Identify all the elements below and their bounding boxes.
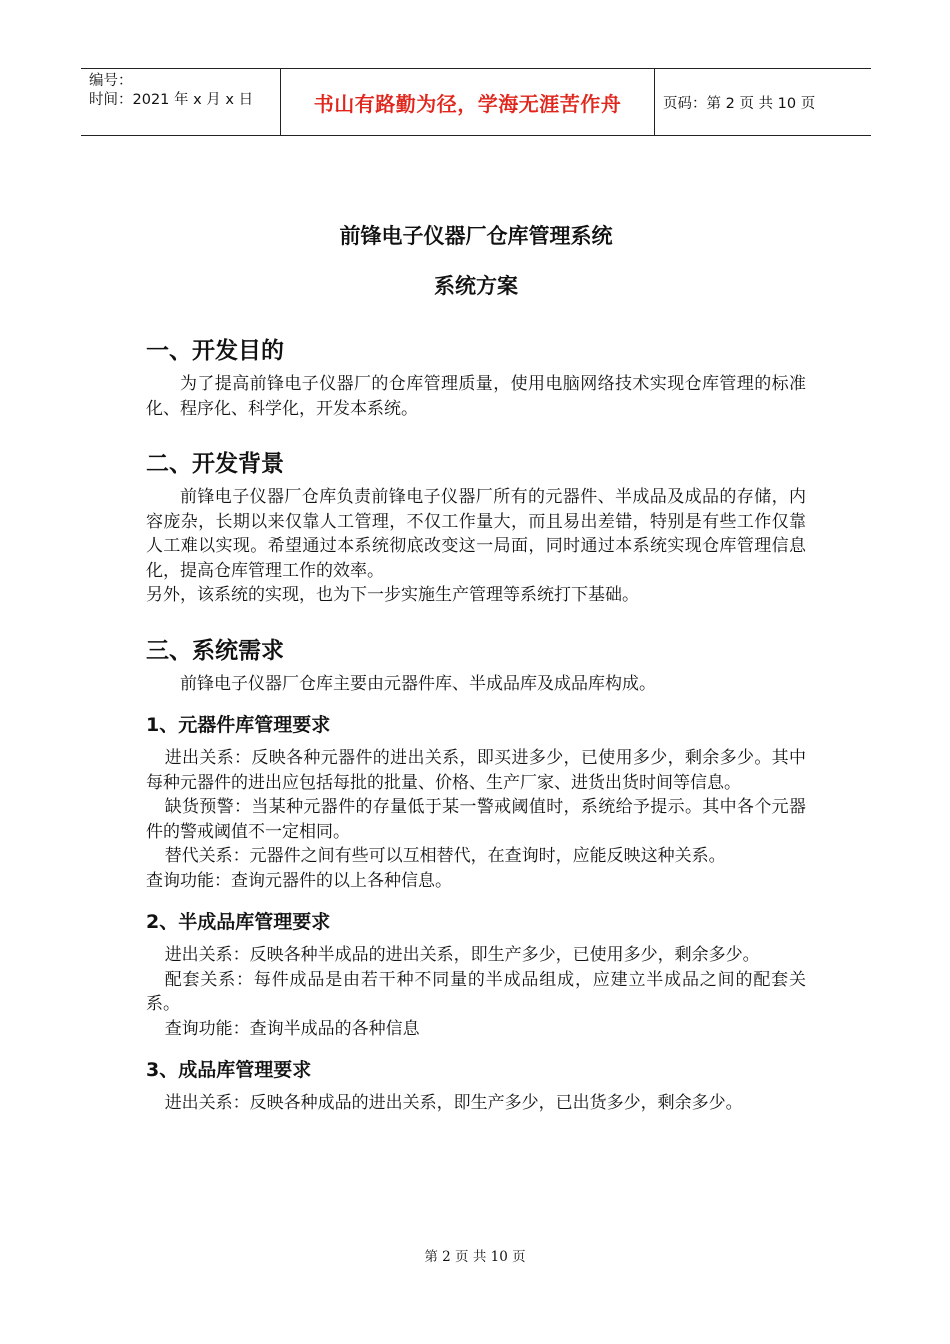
subsection-heading-components: 1、元器件库管理要求: [146, 714, 331, 736]
paragraph: 配套关系：每件成品是由若干种不同量的半成品组成，应建立半成品之间的配套关系。: [146, 969, 806, 1014]
document-subtitle: 系统方案: [434, 274, 518, 298]
subsection-heading-finished: 3、成品库管理要求: [146, 1059, 312, 1081]
subsection-heading-semi-finished: 2、半成品库管理要求: [146, 911, 331, 933]
paragraph: 查询功能：查询半成品的各种信息: [164, 1018, 420, 1039]
section-heading-requirements: 三、系统需求: [146, 637, 284, 664]
paragraph: 查询功能：查询元器件的以上各种信息。: [146, 870, 452, 891]
paragraph: 进出关系：反映各种半成品的进出关系，即生产多少，已使用多少，剩余多少。: [164, 945, 760, 965]
paragraph: 进出关系：反映各种元器件的进出关系，即买进多少，已使用多少，剩余多少。其中每种元器件的进出应包括每批的批量、价格、生产厂家、进货出货时间等信息。: [146, 748, 806, 793]
header-meta: [81, 69, 281, 135]
section-heading-background: 二、开发背景: [146, 451, 284, 477]
paragraph: 进出关系：反映各种成品的进出关系，即生产多少，已出货多少，剩余多少。: [164, 1093, 743, 1113]
document-body: [146, 214, 806, 1116]
document-title: 前锋电子仪器厂仓库管理系统: [339, 224, 613, 248]
page-footer: 第 2 页 共 10 页: [424, 1249, 526, 1265]
section-heading-purpose: 一、开发目的: [146, 338, 284, 364]
paragraph: 为了提高前锋电子仪器厂的仓库管理质量，使用电脑网络技术实现仓库管理的标准化、程序化、科学化，开发本系统。: [146, 374, 806, 419]
paragraph: 替代关系：元器件之间有些可以互相替代，在查询时，应能反映这种关系。: [164, 846, 726, 866]
page-header: [81, 68, 871, 136]
header-page-info: 页码：第 2 页 共 10 页: [663, 95, 816, 112]
paragraph: 前锋电子仪器厂仓库负责前锋电子仪器厂所有的元器件、半成品及成品的存储，内容庞杂，长期以来仅靠人工管理，不仅工作量大，而且易出差错，特别是有些工作仅靠人工难以实现。希望通过本系统彻底改变这一局面，同时通过本系统实现仓库管理信息化，提高仓库管理工作的效率。: [146, 487, 806, 581]
paragraph: 前锋电子仪器厂仓库主要由元器件库、半成品库及成品库构成。: [180, 673, 656, 694]
header-motto: 书山有路勤为径，学海无涯苦作舟: [281, 69, 655, 135]
paragraph: 另外，该系统的实现，也为下一步实施生产管理等系统打下基础。: [146, 585, 639, 605]
time-label: 时间：2021 年 x 月 x 日: [89, 92, 254, 108]
paragraph: 缺货预警：当某种元器件的存量低于某一警戒阈值时，系统给予提示。其中各个元器件的警戒阈值不一定相同。: [146, 797, 806, 842]
number-label: 编号：: [89, 73, 133, 89]
